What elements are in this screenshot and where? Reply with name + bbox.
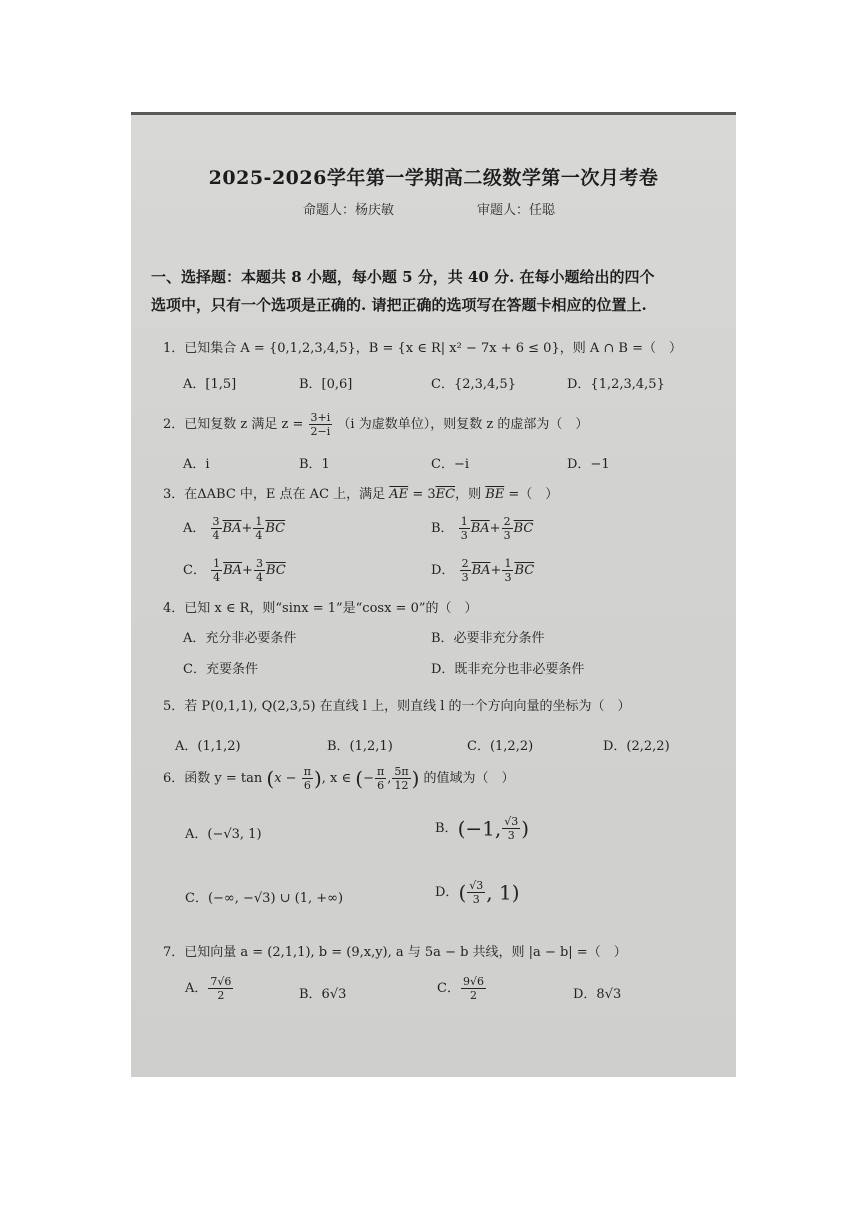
question-6-option-c: C．(−∞, −√3) ∪ (1, +∞) — [185, 891, 344, 906]
minus-sign: − — [363, 771, 374, 786]
vector-be: $\overline{BE}$ — [485, 487, 505, 502]
question-3-eq: = 3 — [408, 487, 436, 502]
fraction-den: 3 — [460, 529, 468, 542]
fraction — [211, 515, 222, 542]
question-6-stem — [163, 765, 515, 792]
question-5-option-a: A．(1,1,2) — [175, 739, 241, 754]
fraction-den: 3 — [472, 893, 480, 906]
reviewer-line: 审题人：任聪 — [477, 203, 556, 218]
question-2-option-b: B．1 — [299, 457, 330, 472]
question-4-option-d: D．既非充分也非必要条件 — [431, 662, 585, 677]
fraction-den: 12 — [394, 779, 409, 792]
fraction — [211, 557, 222, 584]
question-4-option-a: A．充分非必要条件 — [183, 631, 297, 646]
fraction-num: π — [376, 765, 385, 778]
fraction-den: 3 — [504, 571, 512, 584]
question-6-stem-pre: 6．函数 y = tan — [163, 771, 263, 786]
section-heading-line2: 选项中，只有一个选项是正确的. 请把正确的选项写在答题卡相应的位置上. — [151, 296, 647, 314]
question-7-option-c — [437, 975, 487, 1002]
fraction-den: 4 — [255, 571, 263, 584]
fraction-den: 3 — [461, 571, 469, 584]
vector-bc: $\overline{BC}$ — [513, 521, 534, 536]
fraction-num: 3 — [255, 557, 263, 570]
vector-ba: $\overline{BA}$ — [222, 521, 242, 536]
vector-bc: $\overline{BC}$ — [265, 563, 286, 578]
question-1-option-b: B．[0,6] — [299, 377, 353, 392]
question-3-option-a — [183, 515, 285, 542]
question-3-option-b — [431, 515, 533, 542]
option-label: D． — [435, 885, 459, 900]
fraction — [459, 515, 470, 542]
fraction — [461, 975, 486, 1002]
question-1-option-a: A．[1,5] — [183, 377, 237, 392]
vector-bc: $\overline{BC}$ — [514, 563, 535, 578]
section-heading-line1: 一、选择题：本题共 8 小题，每小题 5 分，共 40 分. 在每小题给出的四个 — [151, 268, 655, 286]
fraction-num: √3 — [469, 879, 484, 892]
fraction — [375, 765, 386, 792]
fraction-num: 5π — [394, 765, 409, 778]
question-2-stem-post: （i 为虚数单位），则复数 z 的虚部为（ ） — [337, 417, 589, 432]
plus-sign: + — [242, 563, 253, 578]
fraction — [254, 557, 265, 584]
fraction — [302, 765, 313, 792]
fraction-den: 2 — [469, 989, 477, 1002]
fraction — [208, 975, 233, 1002]
option-label: B． — [435, 821, 458, 836]
vector-ba: $\overline{BA}$ — [471, 563, 491, 578]
question-2-stem — [163, 411, 588, 438]
fraction-num: 7√6 — [210, 975, 232, 988]
question-2-option-d: D．−1 — [567, 457, 610, 472]
option-label: A． — [183, 521, 206, 536]
fraction — [502, 557, 513, 584]
question-3-option-c — [183, 557, 286, 584]
fraction-num: 1 — [460, 515, 468, 528]
author-line: 命题人：杨庆敏 — [303, 203, 395, 218]
question-3-mid: ，则 — [455, 487, 486, 502]
fraction-den: 4 — [213, 571, 221, 584]
question-6-domain: , x ∈ — [321, 771, 352, 786]
option-label: C． — [437, 981, 460, 996]
comma: , — [387, 771, 392, 786]
fraction-den: 6 — [303, 779, 311, 792]
question-7-option-a — [185, 975, 234, 1002]
question-6-option-a: A．(−√3, 1) — [185, 827, 262, 842]
paren: ) — [411, 766, 420, 791]
fraction — [460, 557, 471, 584]
option-d-left: ( — [458, 880, 467, 905]
option-b-right: ) — [521, 816, 530, 841]
fraction-den: 3 — [503, 529, 511, 542]
question-5-option-c: C．(1,2,2) — [467, 739, 534, 754]
fraction-den: 6 — [377, 779, 385, 792]
question-3-stem-pre: 3．在ΔABC 中，E 点在 AC 上，满足 — [163, 487, 386, 502]
question-7-option-d: D．8√3 — [573, 987, 622, 1002]
section-heading — [151, 263, 726, 319]
fraction-num: 2 — [461, 557, 469, 570]
question-4-option-b: B．必要非充分条件 — [431, 631, 545, 646]
option-label: B． — [431, 521, 454, 536]
fraction-num: 3 — [212, 515, 220, 528]
question-3-option-d — [431, 557, 534, 584]
vector-ba: $\overline{BA}$ — [223, 563, 243, 578]
vector-ae: $\overline{AE}$ — [389, 487, 409, 502]
question-6-option-d — [435, 879, 520, 906]
question-6-stem-post: 的值域为（ ） — [423, 771, 515, 786]
exam-paper-photo — [131, 112, 736, 1077]
vector-ba: $\overline{BA}$ — [470, 521, 490, 536]
question-2-option-c: C．−i — [431, 457, 469, 472]
option-label: A． — [185, 981, 208, 996]
exam-title: 2025-2026学年第一学期高二级数学第一次月考卷 — [208, 167, 659, 189]
paren: ( — [355, 766, 364, 791]
option-label: C． — [183, 563, 206, 578]
question-2-fraction-num: 3+i — [310, 411, 331, 424]
plus-sign: + — [490, 563, 502, 578]
option-label: D． — [431, 563, 455, 578]
vector-bc: $\overline{BC}$ — [265, 521, 286, 536]
question-5-option-b: B．(1,2,1) — [327, 739, 393, 754]
fraction-den: 2 — [217, 989, 225, 1002]
option-d-right: , 1) — [486, 880, 520, 905]
question-2-fraction-den: 2−i — [310, 425, 331, 438]
question-3-stem — [163, 483, 558, 502]
fraction — [502, 515, 513, 542]
fraction-den: 4 — [255, 529, 263, 542]
question-2-option-a: A．i — [183, 457, 210, 472]
fraction — [467, 879, 485, 906]
paren: ( — [266, 766, 275, 791]
fraction-num: √3 — [504, 815, 519, 828]
fraction-den: 3 — [507, 829, 515, 842]
question-1-stem: 1．已知集合 A = {0,1,2,3,4,5}，B = {x ∈ R| x² − 7x + 6 ≤ 0}，则 A ∩ B =（ ） — [163, 341, 682, 356]
fraction-num: 9√6 — [462, 975, 484, 988]
question-7-stem: 7．已知向量 a = (2,1,1), b = (9,x,y), a 与 5a − b 共线，则 |a − b| =（ ） — [163, 945, 627, 960]
question-4-option-c: C．充要条件 — [183, 662, 258, 677]
question-2-fraction — [309, 411, 333, 438]
vector-ec: $\overline{EC}$ — [435, 487, 456, 502]
question-1-option-c: C．{2,3,4,5} — [431, 377, 516, 392]
fraction-num: 1 — [255, 515, 263, 528]
question-3-end: =（ ） — [504, 487, 559, 502]
fraction-num: 1 — [213, 557, 221, 570]
paren: ) — [313, 766, 322, 791]
question-1-option-d: D．{1,2,3,4,5} — [567, 377, 665, 392]
plus-sign: + — [241, 521, 253, 536]
fraction-num: 2 — [503, 515, 511, 528]
question-6-x: x − — [274, 771, 297, 786]
fraction — [502, 815, 520, 842]
question-5-option-d: D．(2,2,2) — [603, 739, 670, 754]
question-4-stem: 4．已知 x ∈ R，则“sinx = 1”是“cosx = 0”的（ ） — [163, 601, 478, 616]
fraction-num: 1 — [504, 557, 512, 570]
question-2-stem-pre: 2．已知复数 z 满足 z = — [163, 417, 304, 432]
option-b-left: (−1, — [457, 816, 502, 841]
plus-sign: + — [489, 521, 501, 536]
fraction — [392, 765, 410, 792]
fraction-num: π — [303, 765, 311, 778]
question-6-option-b — [435, 815, 529, 842]
question-5-stem: 5．若 P(0,1,1), Q(2,3,5) 在直线 l 上，则直线 l 的一个方向向量的坐标为（ ） — [163, 699, 631, 714]
fraction-den: 4 — [212, 529, 220, 542]
fraction — [253, 515, 264, 542]
question-7-option-b: B．6√3 — [299, 987, 347, 1002]
